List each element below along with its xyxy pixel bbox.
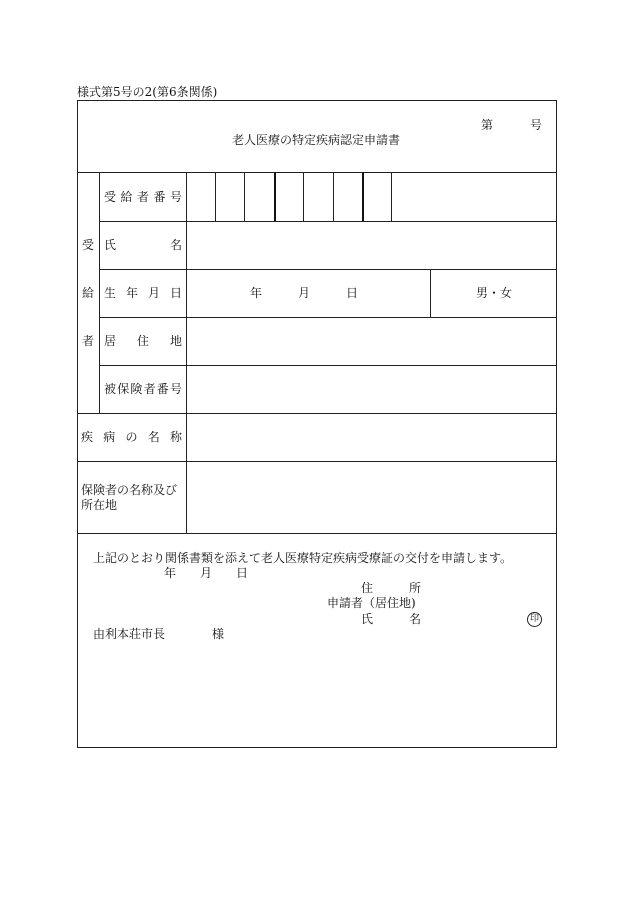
disease-name-label: 疾 病 の 名 称 xyxy=(81,430,182,444)
applicant-address-label: 住 所 xyxy=(361,581,421,595)
frame-left xyxy=(77,100,78,748)
form-title: 老人医療の特定疾病認定申請書 xyxy=(232,133,401,147)
birth-year-unit: 年 xyxy=(250,286,263,300)
number-box-divider xyxy=(333,172,334,221)
number-box-divider xyxy=(215,172,216,221)
row-line-4 xyxy=(99,365,557,366)
frame-right xyxy=(556,100,557,748)
name-label: 氏 名 xyxy=(104,238,182,252)
birth-day-unit: 日 xyxy=(346,286,359,300)
sex-column-divider xyxy=(430,269,431,317)
row-line-2 xyxy=(99,269,557,270)
addressee: 由利本荘市長 xyxy=(93,627,166,641)
number-box-divider xyxy=(362,172,364,221)
seal-mark: 印 xyxy=(527,612,542,627)
recipient-group-char: 受 xyxy=(82,238,95,252)
insurer-label-line1: 保険者の名称及び xyxy=(81,483,178,497)
number-box-divider xyxy=(244,172,245,221)
birth-month-unit: 月 xyxy=(298,286,311,300)
row-line-6 xyxy=(77,461,557,462)
row-line-1 xyxy=(99,221,557,222)
applicant-name-label: 氏 名 xyxy=(361,612,421,626)
frame-top xyxy=(77,100,557,101)
application-month-unit: 月 xyxy=(200,566,213,580)
application-day-unit: 日 xyxy=(236,566,249,580)
applicant-label: 申請者（居住地) xyxy=(327,596,416,610)
recipient-number-label: 受 給 者 番 号 xyxy=(104,190,182,204)
insurer-label-line2: 所在地 xyxy=(81,498,118,512)
honorific: 様 xyxy=(212,627,225,641)
insured-number-label: 被 保 険 者 番 号 xyxy=(104,382,182,396)
row-line-3 xyxy=(99,317,557,318)
vertical-group-divider xyxy=(99,172,100,413)
label-column-divider xyxy=(186,172,187,533)
row-line-7 xyxy=(77,533,557,534)
address-label: 居 住 地 xyxy=(104,334,182,348)
form-label: 様式第5号の2(第6条関係) xyxy=(77,85,218,99)
sex-selection: 男・女 xyxy=(476,286,513,300)
birthdate-label: 生 年 月 日 xyxy=(104,286,182,300)
row-line-5 xyxy=(77,413,557,414)
number-box-divider xyxy=(391,172,392,221)
recipient-group-char: 給 xyxy=(82,286,95,300)
number-dai: 第 xyxy=(481,118,494,132)
recipient-group-char: 者 xyxy=(82,334,95,348)
number-go: 号 xyxy=(530,118,543,132)
declaration-text: 上記のとおり関係書類を添えて老人医療特定疾病受療証の交付を申請します。 xyxy=(93,551,513,565)
number-box-divider xyxy=(303,172,304,221)
application-year-unit: 年 xyxy=(164,566,177,580)
frame-bottom xyxy=(77,747,557,748)
number-box-divider xyxy=(274,172,276,221)
